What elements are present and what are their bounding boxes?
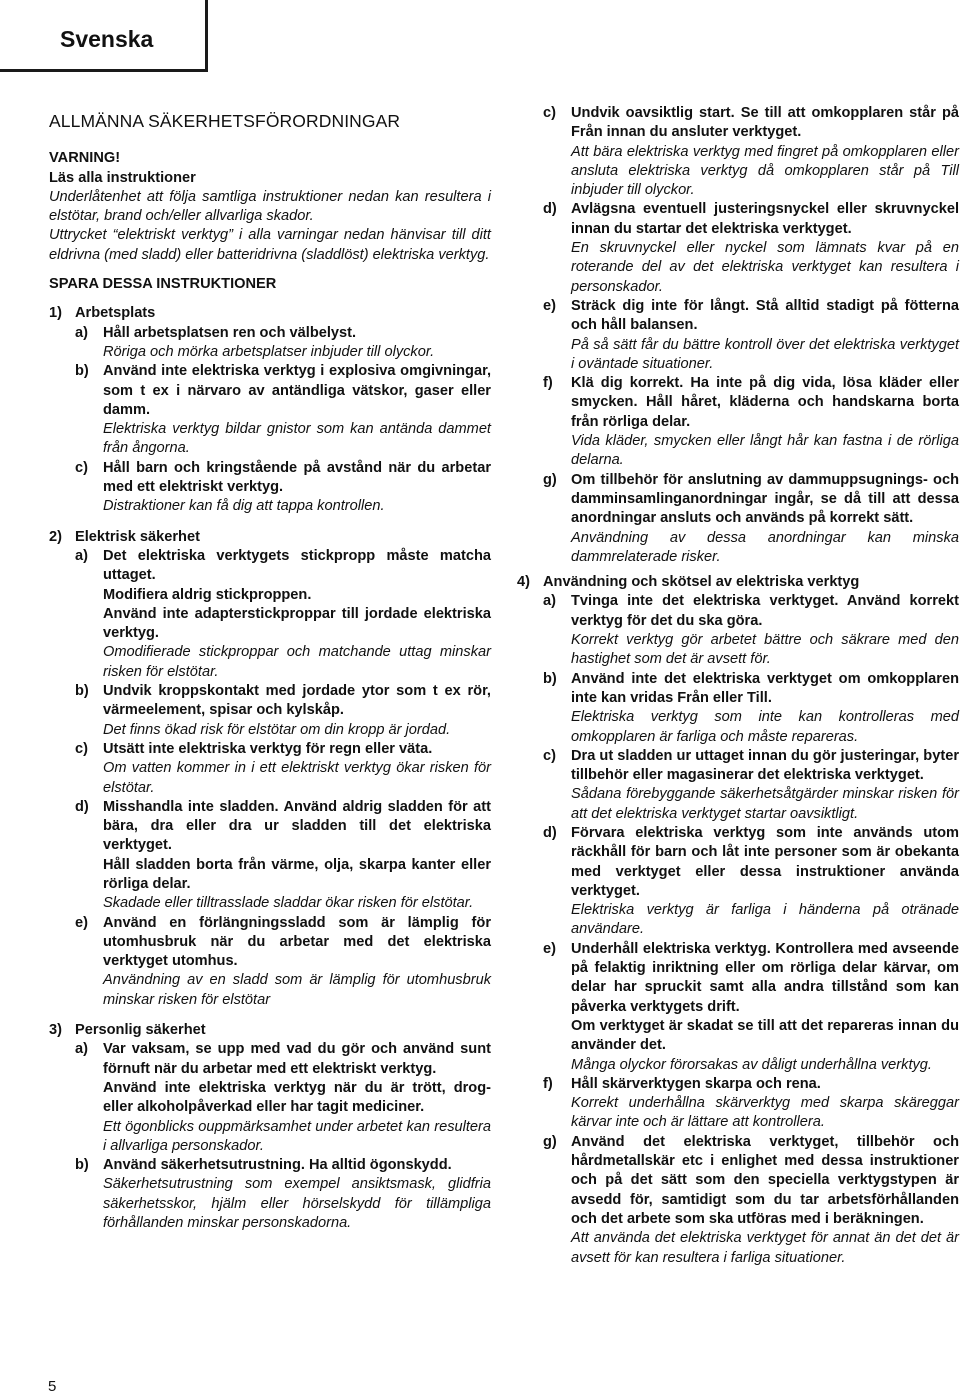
section-title: Användning och skötsel av elektriska verktyg xyxy=(543,574,860,591)
item-letter: c) xyxy=(543,747,556,764)
section-number: 4) xyxy=(517,574,530,591)
section-3-heading xyxy=(49,1021,491,1040)
page-number: 5 xyxy=(48,1378,57,1395)
item-explanation: Korrekt verktyg gör arbetet bättre och säkrare med den hastighet som det är avsett för. xyxy=(571,632,959,668)
language-label: Svenska xyxy=(60,26,154,52)
item-letter: c) xyxy=(543,105,556,121)
read-all-heading: Läs alla instruktioner xyxy=(49,169,196,186)
item-letter: d) xyxy=(543,201,557,218)
item-letter: e) xyxy=(543,297,556,314)
item-explanation: Sådana förebyggande säkerhetsåtgärder minskar risken för att det elektriska verktyget startar oavsiktligt. xyxy=(571,786,959,822)
list-item xyxy=(543,1075,959,1133)
item-explanation: Korrekt underhållna skärverktyg med skarpa skäreggar kärvar inte och är lättare att kontrollera. xyxy=(571,1095,959,1131)
section-1-heading xyxy=(49,304,491,323)
item-letter: a) xyxy=(75,324,88,341)
list-item xyxy=(517,104,959,200)
list-item xyxy=(543,297,959,374)
list-item xyxy=(75,914,491,1010)
list-item xyxy=(75,547,491,682)
item-instruction: Utsätt inte elektriska verktyg för regn eller väta. xyxy=(103,740,433,757)
list-item xyxy=(75,1156,491,1233)
item-explanation: Användning av en sladd som är lämplig för utomhusbruk minskar risken för elstötar xyxy=(103,972,491,1008)
item-explanation: Elektriska verktyg är farliga i händerna på otränade användare. xyxy=(571,902,959,938)
item-explanation: Att använda det elektriska verktyget för annat än det det är avsett för kan resultera i farliga situationer. xyxy=(571,1230,959,1266)
list-item xyxy=(75,1040,491,1156)
item-explanation: Användning av dessa anordningar kan minska dammrelaterade risker. xyxy=(571,529,959,565)
item-letter: g) xyxy=(543,471,557,488)
save-instructions-heading: SPARA DESSA INSTRUKTIONER xyxy=(49,276,277,293)
item-instruction: Undvik kroppskontakt med jordade ytor som t ex rör, värmeelement, spisar och kylskåp. xyxy=(103,683,491,719)
item-letter: a) xyxy=(75,1041,88,1058)
item-instruction: Det elektriska verktygets stickpropp måste matcha uttaget. xyxy=(103,547,491,584)
item-instruction: Dra ut sladden ur uttaget innan du gör justeringar, byter tillbehör eller magasinerar det elektriska verktyget. xyxy=(571,747,959,784)
list-item xyxy=(543,670,959,747)
section-4-heading xyxy=(517,573,959,592)
item-instruction: Använd inte det elektriska verktyget om omkopplaren inte kan vridas Från eller Till. xyxy=(571,670,959,706)
right-column xyxy=(517,104,959,1268)
intro-paragraph-1: Underlåtenhet att följa samtliga instruktioner nedan kan resultera i elstötar, brand och/eller allvarliga skador. xyxy=(49,188,491,225)
item-letter: b) xyxy=(75,363,89,380)
item-letter: e) xyxy=(543,940,556,957)
list-item xyxy=(75,362,491,458)
item-instruction: Använd inte elektriska verktyg i explosiva omgivningar, som t ex i närvaro av antändliga vätskor, gaser eller damm. xyxy=(103,363,491,418)
item-letter: f) xyxy=(543,1075,553,1092)
section-number: 1) xyxy=(49,305,62,322)
list-item xyxy=(543,592,959,669)
item-instruction: Misshandla inte sladden. Använd aldrig sladden för att bära, dra eller dra ur sladden till det elektriska verktyget. xyxy=(103,798,491,854)
item-letter: b) xyxy=(75,683,89,700)
page-title: ALLMÄNNA SÄKERHETSFÖRORDNINGAR xyxy=(49,111,401,131)
item-instruction: Använd inte elektriska verktyg när du är trött, drog- eller alkoholpåverkad eller har tagit mediciner. xyxy=(103,1079,491,1116)
item-letter: d) xyxy=(75,798,89,815)
section-title: Elektrisk säkerhet xyxy=(75,528,200,545)
item-instruction: Om verktyget är skadat se till att det repareras innan du använder det. xyxy=(571,1017,959,1054)
section-number: 2) xyxy=(49,528,62,545)
item-explanation: Röriga och mörka arbetsplatser inbjuder till olyckor. xyxy=(103,343,435,360)
item-instruction: Använd det elektriska verktyget, tillbehör och hårdmetallskär etc i enlighet med dessa instruktioner och på det sätt som den speciella verktygstypen är avsedd för, samtidigt som du tar arbetsförhållanden och det arbete som ska utföras med i beräkningen. xyxy=(571,1133,959,1227)
item-instruction: Håll barn och kringstående på avstånd när du arbetar med ett elektriskt verktyg. xyxy=(103,459,491,496)
item-letter: b) xyxy=(75,1157,89,1174)
section-number: 3) xyxy=(49,1022,62,1039)
item-explanation: Vida kläder, smycken eller långt hår kan fastna i de rörliga delarna. xyxy=(571,433,959,469)
item-instruction: Om tillbehör för anslutning av dammuppsugnings- och damminsamlinganordningar ingår, se då till att dessa anordningar ansluts och används på korrekt sätt. xyxy=(571,471,959,527)
item-instruction: Klä dig korrekt. Ha inte på dig vida, lösa kläder eller smycken. Håll håret, kläderna och handskarna borta från rörliga delar. xyxy=(571,375,959,430)
list-item xyxy=(543,200,959,296)
item-letter: c) xyxy=(75,459,88,476)
section-title: Arbetsplats xyxy=(75,305,156,322)
language-tab xyxy=(0,0,208,72)
list-item xyxy=(75,459,491,517)
item-explanation: Att bära elektriska verktyg med fingret på omkopplaren eller ansluta elektriska verktyg då omkopplaren står på Till inbjuder till olyckor. xyxy=(571,143,959,199)
section-2-heading xyxy=(49,528,491,547)
item-letter: f) xyxy=(543,375,553,392)
item-explanation: Om vatten kommer in i ett elektriskt verktyg ökar risken för elstötar. xyxy=(103,760,491,796)
item-explanation: På så sätt får du bättre kontroll över det elektriska verktyget i oväntade situationer. xyxy=(571,336,959,372)
item-instruction: Avlägsna eventuell justeringsnyckel eller skruvnyckel innan du startar det elektriska verktyget. xyxy=(571,201,959,237)
list-item xyxy=(75,740,491,798)
item-instruction: Håll sladden borta från värme, olja, skarpa kanter eller rörliga delar. xyxy=(103,856,491,892)
item-explanation: En skruvnyckel eller nyckel som lämnats kvar på en roterande del av det elektriska verktyget kan resultera i personskador. xyxy=(571,240,959,295)
list-item xyxy=(543,940,959,1075)
item-explanation: Elektriska verktyg som inte kan kontrolleras med omkopplaren är farliga och måste repareras. xyxy=(571,709,959,745)
section-title: Personlig säkerhet xyxy=(75,1022,206,1039)
item-instruction: Modifiera aldrig stickproppen. xyxy=(103,586,312,603)
list-item xyxy=(543,747,959,824)
item-instruction: Tvinga inte det elektriska verktyget. Använd korrekt verktyg för det du ska göra. xyxy=(571,593,959,629)
item-explanation: Många olyckor förorsakas av dåligt underhållna verktyg. xyxy=(571,1056,932,1073)
item-instruction: Förvara elektriska verktyg som inte används utom räckhåll för barn och låt inte personer som är obekanta med verktyget eller dessa instruktioner använda verktyget. xyxy=(571,824,959,899)
list-item xyxy=(543,471,959,567)
list-item xyxy=(75,798,491,914)
intro-paragraph-2: Uttrycket “elektriskt verktyg” i alla varningar nedan hänvisar till ditt eldrivna (med sladd) eller batteridrivna (sladdlöst) elektriska verktyg. xyxy=(49,227,491,263)
list-item xyxy=(543,824,959,940)
item-letter: b) xyxy=(543,670,557,687)
list-item xyxy=(543,1133,959,1268)
item-explanation: Ett ögonblicks ouppmärksamhet under arbetet kan resultera i allvarliga personskador. xyxy=(103,1118,491,1154)
item-instruction: Håll skärverktygen skarpa och rena. xyxy=(571,1075,821,1092)
item-explanation: Säkerhetsutrustning som exempel ansiktsmask, glidfria säkerhetsskor, hjälm eller hörselskydd för tillämpliga förhållanden minskar personskadorna. xyxy=(103,1176,491,1232)
item-explanation: Skadade eller tilltrasslade sladdar ökar risken för elstötar. xyxy=(103,895,474,912)
item-letter: e) xyxy=(75,914,88,931)
item-explanation: Distraktioner kan få dig att tappa kontrollen. xyxy=(103,498,385,515)
list-item xyxy=(543,374,959,470)
item-explanation: Elektriska verktyg bildar gnistor som kan antända dammet från ångorna. xyxy=(103,421,491,457)
item-instruction: Använd en förlängningssladd som är lämplig för utomhusbruk när du arbetar med det elektriska verktyget utomhus. xyxy=(103,914,491,970)
item-letter: g) xyxy=(543,1133,557,1150)
item-letter: d) xyxy=(543,824,557,841)
list-item xyxy=(75,682,491,740)
left-column xyxy=(49,110,491,1233)
item-instruction: Sträck dig inte för långt. Stå alltid stadigt på fötterna och håll balansen. xyxy=(571,297,959,334)
item-instruction: Håll arbetsplatsen ren och välbelyst. xyxy=(103,324,357,341)
item-letter: c) xyxy=(75,740,88,757)
item-explanation: Omodifierade stickproppar och matchande uttag minskar risken för elstötar. xyxy=(103,644,491,680)
warning-label: VARNING! xyxy=(49,150,121,167)
item-instruction: Var vaksam, se upp med vad du gör och använd sunt förnuft när du arbetar med ett elektriskt verktyg. xyxy=(103,1041,491,1077)
item-instruction: Använd säkerhetsutrustning. Ha alltid ögonskydd. xyxy=(103,1157,452,1174)
item-instruction: Använd inte adapterstickproppar till jordade elektriska verktyg. xyxy=(103,605,491,642)
item-instruction: Undvik oavsiktlig start. Se till att omkopplaren står på Från innan du ansluter verktyget. xyxy=(571,105,959,141)
item-letter: a) xyxy=(75,547,88,564)
item-explanation: Det finns ökad risk för elstötar om din kropp är jordad. xyxy=(103,721,451,738)
list-item xyxy=(75,324,491,363)
item-letter: a) xyxy=(543,593,556,610)
item-instruction: Underhåll elektriska verktyg. Kontrollera med avseende på felaktig inriktning eller om rörliga delar kärvar, om delar har spruckit samt alla andra tillstånd som kan påverka verktygets drift. xyxy=(571,940,959,1015)
